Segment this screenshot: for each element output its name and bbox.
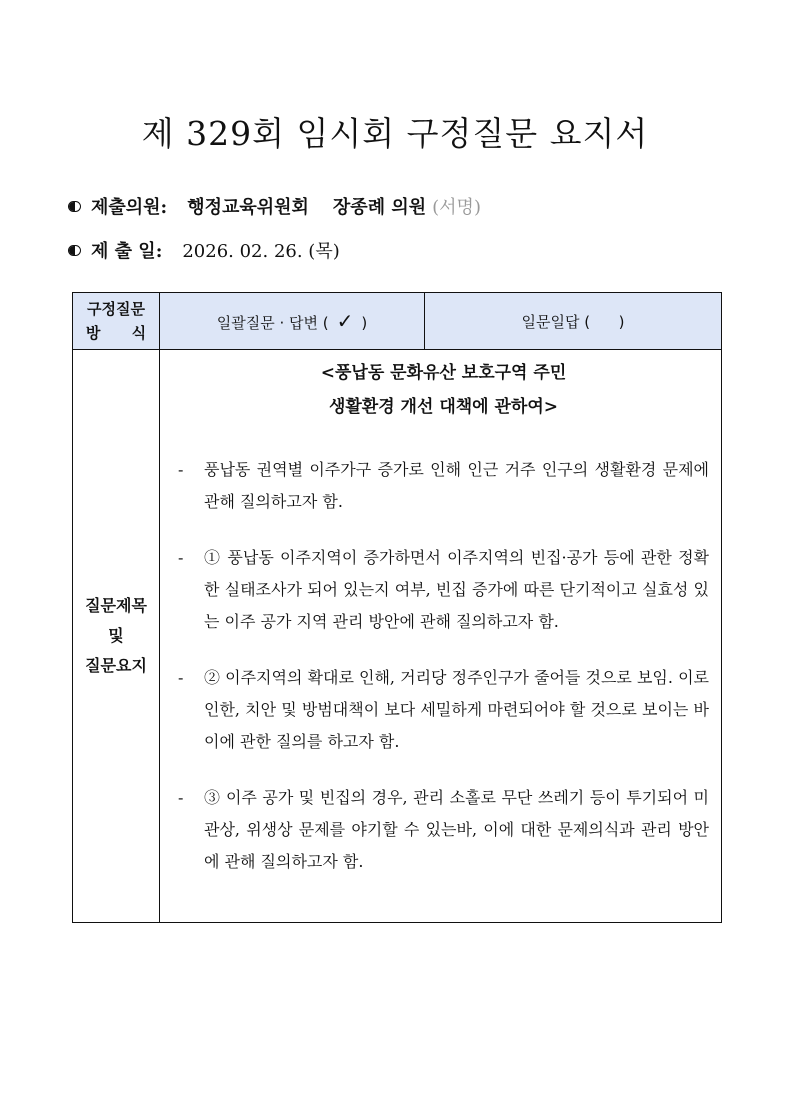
committee-name: 행정교육위원회 xyxy=(187,197,309,218)
item-dash: - xyxy=(178,668,184,687)
item-text: ① 풍납동 이주지역이 증가하면서 이주지역의 빈집·공가 등에 관한 정확한 실태조사가 되어 있는지 여부, 빈집 증가에 따른 단기적이고 실효성 있는 이주 공가 지역 관리 방안에 관해 질의하고자 함. xyxy=(204,548,709,631)
check-icon: ✓ xyxy=(336,309,354,333)
subject-line1: <풍납동 문화유산 보호구역 주민 xyxy=(320,363,567,383)
item-text: ② 이주지역의 확대로 인해, 거리당 정주인구가 줄어들 것으로 보임. 이로 인한, 치안 및 방범대책이 보다 세밀하게 마련되어야 할 것으로 보이는 바 이에 관한 질의를 하고자 함. xyxy=(204,668,709,751)
method-label xyxy=(73,293,160,350)
item-dash: - xyxy=(178,788,184,807)
item-dash: - xyxy=(178,460,184,479)
topic-label-line3: 질문요지 xyxy=(85,656,147,675)
date-row xyxy=(68,237,340,263)
topic-label-line2: 및 xyxy=(108,626,124,645)
bullet-icon xyxy=(68,201,81,212)
option-batch-close: ) xyxy=(361,314,368,332)
item-text: ③ 이주 공가 및 빈집의 경우, 관리 소홀로 무단 쓰레기 등이 투기되어 미관상, 위생상 문제를 야기할 수 있는바, 이에 대한 문제의식과 관리 방안에 관해 질의하고자 함. xyxy=(204,788,709,871)
bullet-icon xyxy=(68,245,81,256)
option-batch-label: 일괄질문 · 답변 ( xyxy=(216,314,329,332)
submission-date: 2026. 02. 26. (목) xyxy=(182,241,340,262)
submitter-row xyxy=(68,193,481,219)
option-single-label: 일문일답 ( ) xyxy=(521,312,625,331)
option-batch xyxy=(160,293,425,350)
question-table xyxy=(72,292,722,923)
date-label: 제 출 일: xyxy=(91,241,163,262)
member-name: 장종례 의원 xyxy=(332,197,427,218)
content-row xyxy=(73,350,722,923)
option-single xyxy=(425,293,722,350)
topic-label-line1: 질문제목 xyxy=(85,596,147,615)
question-item xyxy=(178,782,709,878)
question-item xyxy=(178,662,709,758)
signature-note: (서명) xyxy=(432,197,481,218)
document-title: 제 329회 임시회 구정질문 요지서 xyxy=(141,114,649,153)
topic-label xyxy=(73,350,160,923)
submitter-label: 제출의원: xyxy=(91,197,168,218)
item-text: 풍납동 권역별 이주가구 증가로 인해 인근 거주 인구의 생활환경 문제에 관해 질의하고자 함. xyxy=(204,460,709,511)
question-item xyxy=(178,542,709,638)
method-row xyxy=(73,293,722,350)
question-item xyxy=(178,454,709,518)
subject-line2: 생활환경 개선 대책에 관하여> xyxy=(328,397,559,417)
method-label-line1: 구정질문 xyxy=(87,300,145,318)
item-dash: - xyxy=(178,548,184,567)
method-label-line2: 방 식 xyxy=(85,324,147,342)
topic-content xyxy=(160,350,722,923)
subject-heading xyxy=(178,356,709,424)
